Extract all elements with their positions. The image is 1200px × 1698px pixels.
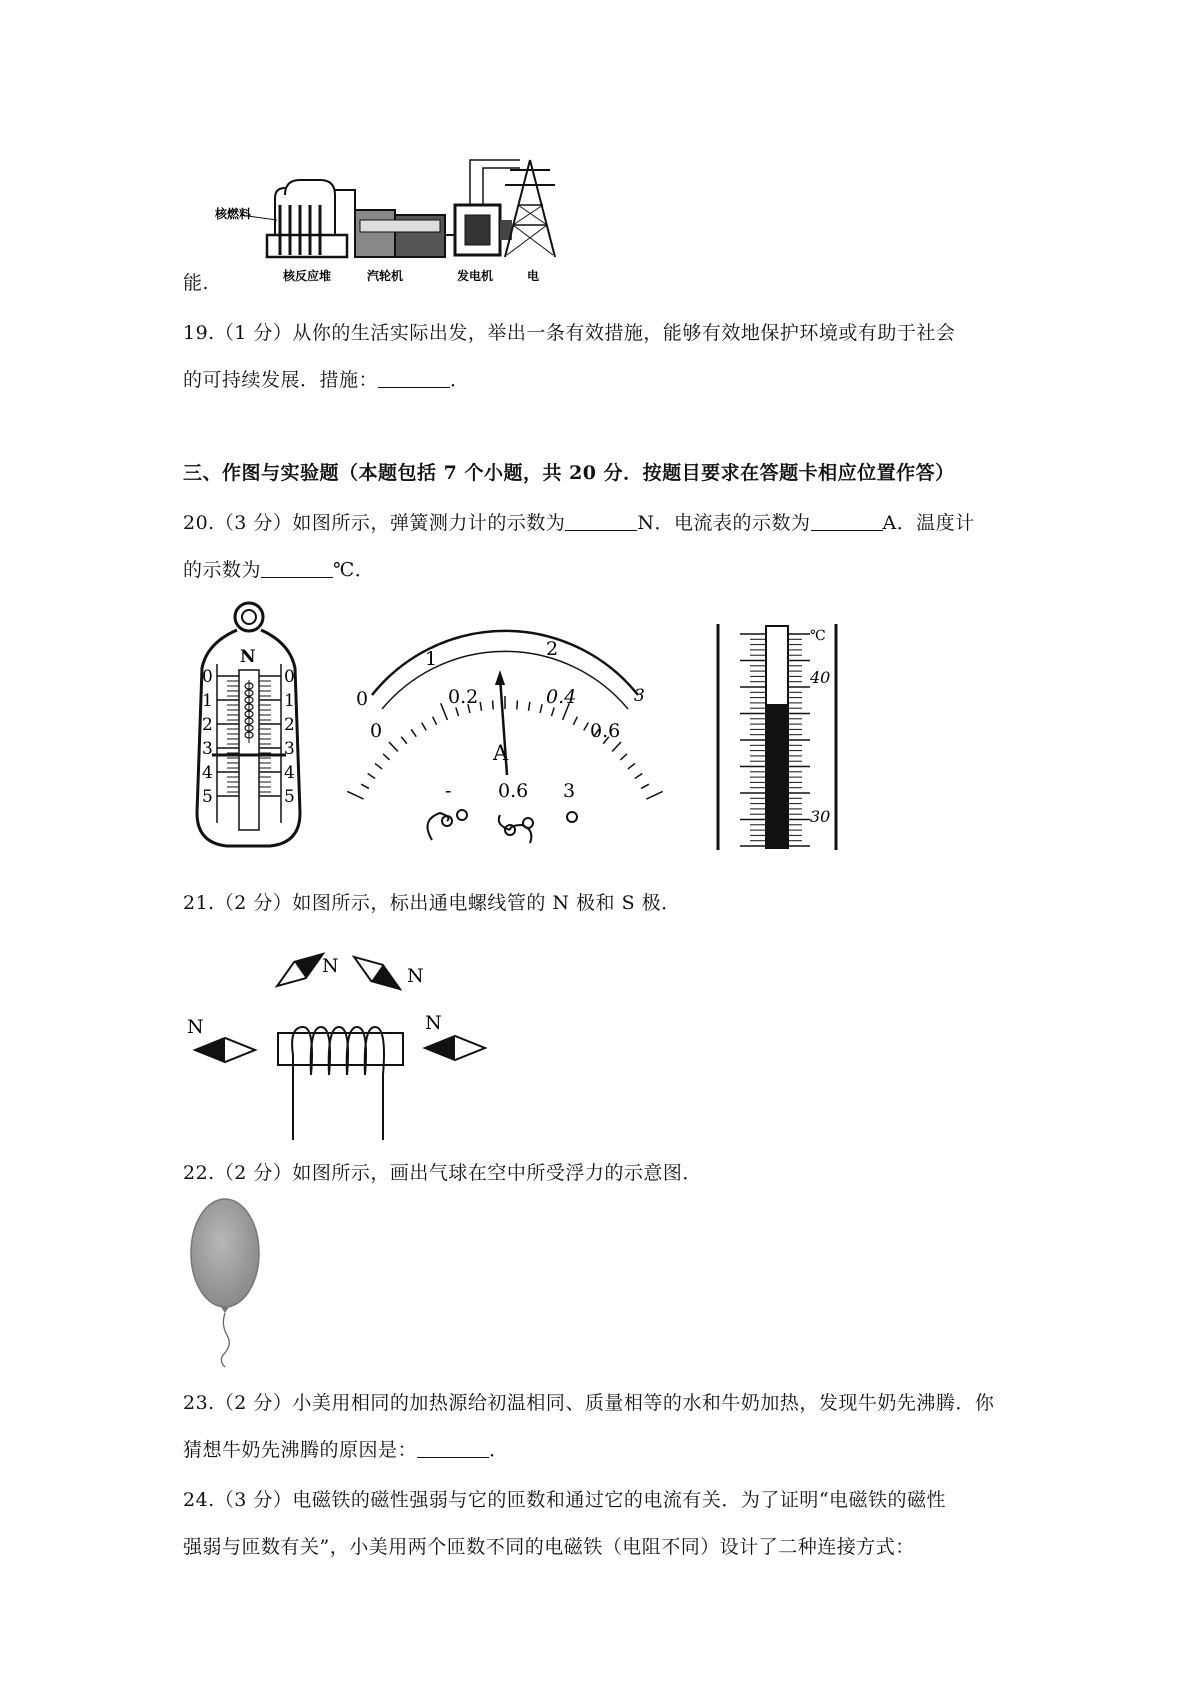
ammeter-tick [584,723,589,731]
balloon-string [221,1313,229,1367]
q19-line2: 的可持续发展．措施： ． [183,369,470,391]
compass-needle [271,946,328,995]
ammeter-tick [612,742,621,751]
answer-blank [565,512,637,531]
label-electric: 电 [527,269,540,283]
ammeter-bottom-mark: 0.2 [448,686,479,708]
ammeter-tick [456,707,459,716]
ammeter-tick [620,754,627,760]
ammeter-tick [361,784,369,788]
balloon-body [191,1199,259,1307]
spring-scale-figure [182,598,307,853]
compass-needle [195,1038,255,1062]
generator-drawing [445,205,512,255]
thermometer-mark: 40 [810,668,831,687]
ammeter-tick [441,703,448,720]
ammeter-tick [401,737,407,744]
ammeter-tick [573,717,577,725]
q19-line1: 19.（1 分）从你的生活实际出发，举出一条有效措施，能够有效地保护环境或有助于社会 [183,322,956,344]
terminal-label: - [445,780,452,802]
nuclear-power-diagram [215,160,615,285]
label-nuclear-fuel: 核燃料 [215,207,252,221]
ammeter-figure [356,625,660,850]
ammeter-tick [628,763,635,769]
scale-mark-left: 1 [202,691,213,711]
scale-mark-right: 0 [284,667,295,687]
q20-line1: 20.（3 分）如图所示，弹簧测力计的示数为 N．电流表的示数为 A．温度计 [183,512,975,534]
terminal-label: 3 [563,780,576,802]
scale-mark-left: 0 [202,667,213,687]
compass-needle [425,1036,485,1060]
ammeter-tick [383,754,390,760]
q18-tail: 能. [183,272,210,294]
ammeter-top-mark: 3 [634,686,645,706]
ammeter-bottom-mark: 0.6 [590,720,621,742]
reactor-drawing [240,180,355,257]
answer-blank [811,512,883,531]
ammeter-tick [540,704,542,713]
q23-line2: 猜想牛奶先沸腾的原因是： ． [183,1439,509,1461]
ammeter-tick [368,774,375,779]
ammeter-tick [375,763,382,769]
thermometer-mark: 30 [810,807,831,826]
scale-mark-left: 5 [202,787,213,807]
q23-line1: 23.（2 分）小美用相同的加热源给初温相同、质量相等的水和牛奶加热，发现牛奶先沸腾．你 [183,1392,995,1414]
needle-label-n: N [425,1012,442,1034]
ammeter-tick [347,791,363,799]
answer-blank [261,559,333,578]
ammeter-top-mark: 1 [425,648,438,670]
thermometer-unit: ℃ [810,628,826,644]
q20-line2: 的示数为 ℃． [183,559,375,581]
ammeter-tick [389,742,398,751]
scale-mark-left: 4 [202,763,213,783]
ammeter-tick [517,700,518,709]
section-heading: 三、作图与实验题（本题包括 7 个小题，共 20 分．按题目要求在答题卡相应位置作答） [183,462,955,484]
ammeter-tick [433,717,437,725]
scale-mark-right: 4 [284,763,295,783]
answer-blank [417,1439,489,1458]
scale-mark-right: 2 [284,715,295,735]
turbine-drawing [355,210,445,257]
label-generator: 发电机 [457,269,494,283]
needle-label-n: N [187,1016,204,1038]
scale-mark-left: 3 [202,739,213,759]
thermometer-figure [710,622,850,852]
needle-label-n: N [407,965,424,987]
scale-unit: N [240,647,256,667]
ammeter-tick [646,791,662,799]
ammeter-tick [551,707,554,716]
ammeter-tick [480,702,481,711]
thermometer-liquid-column [766,704,788,848]
scale-mark-right: 5 [284,787,295,807]
ammeter-bottom-mark: 0 [370,720,383,742]
solenoid-figure [185,935,495,1135]
q21-text: 21.（2 分）如图所示，标出通电螺线管的 N 极和 S 极． [183,892,681,914]
balloon-figure [185,1195,270,1370]
ammeter-tick [411,729,416,736]
scale-mark-left: 2 [202,715,213,735]
ammeter-tick [635,774,642,779]
terminal-label: 0.6 [498,780,529,802]
ammeter-bottom-mark: 0.4 [546,686,577,708]
ammeter-tick [493,700,494,709]
needle-label-n: N [322,955,339,977]
compass-needle [348,949,405,998]
ammeter-tick [529,702,530,711]
scale-mark-right: 1 [284,691,295,711]
q24-line1: 24.（3 分）电磁铁的磁性强弱与它的匝数和通过它的电流有关．为了证明“电磁铁的磁性 [183,1489,947,1511]
transmission-tower-drawing [505,160,555,257]
ammeter-tick [641,784,649,788]
q22-text: 22.（2 分）如图所示，画出气球在空中所受浮力的示意图． [183,1162,702,1184]
q24-line2: 强弱与匝数有关”，小美用两个匝数不同的电磁铁（电阻不同）设计了二种连接方式： [183,1536,915,1558]
ammeter-terminals [428,810,578,843]
ammeter-top-mark: 0 [356,688,369,710]
label-reactor: 核反应堆 [283,269,332,283]
scale-mark-right: 3 [284,739,295,759]
ammeter-top-mark: 2 [546,638,559,660]
ammeter-tick [422,723,427,731]
answer-blank [378,369,450,388]
label-turbine: 汽轮机 [367,269,404,283]
ammeter-unit: A [493,741,509,765]
